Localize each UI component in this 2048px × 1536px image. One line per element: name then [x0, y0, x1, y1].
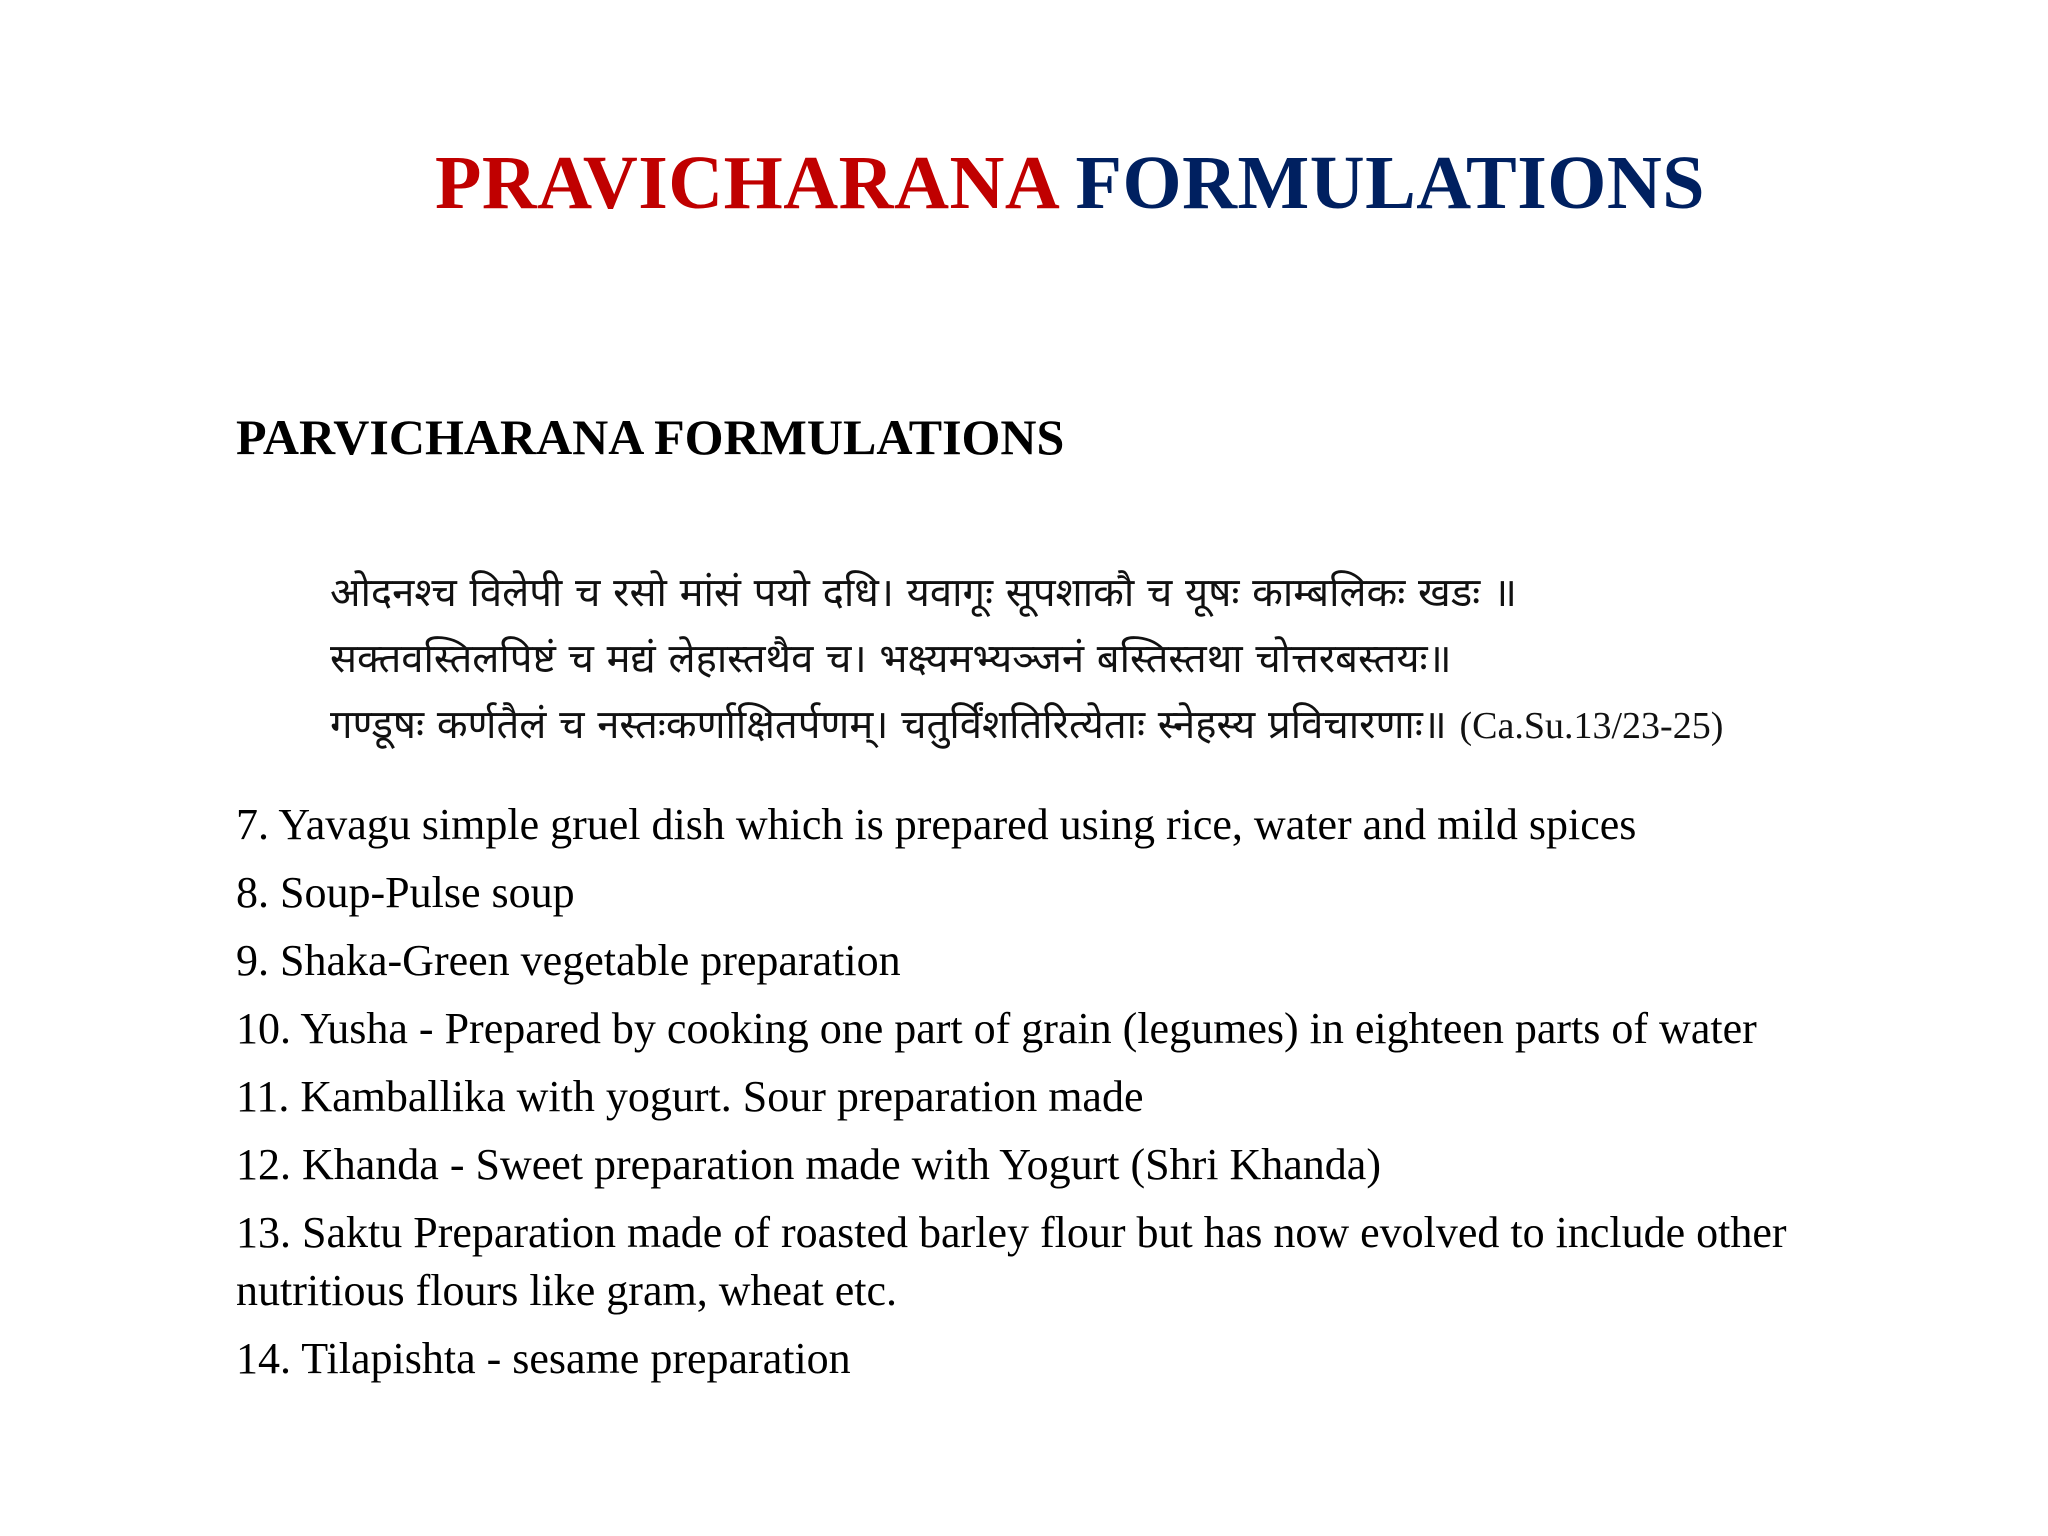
list-item: 14. Tilapishta - sesame preparation — [236, 1334, 851, 1383]
list-item: 13. Saktu Preparation made of roasted barley flour but has now evolved to include other nutritious flours like gram, wheat etc. — [236, 1208, 1787, 1315]
list-item: 12. Khanda - Sweet preparation made with Yogurt (Shri Khanda) — [236, 1140, 1381, 1189]
verse-reference: (Ca.Su.13/23-25) — [1459, 705, 1724, 747]
formulation-list — [236, 796, 1856, 1398]
list-item: 7. Yavagu simple gruel dish which is prepared using rice, water and mild spices — [236, 800, 1637, 849]
title-word-pravicharana: PRAVICHARANA — [434, 141, 1057, 225]
list-item: 10. Yusha - Prepared by cooking one part of grain (legumes) in eighteen parts of water — [236, 1004, 1757, 1053]
verse-line-3 — [330, 692, 1723, 759]
list-item: 11. Kamballika with yogurt. Sour preparation made — [236, 1072, 1144, 1121]
list-item: 8. Soup-Pulse soup — [236, 868, 575, 917]
title-word-formulations: FORMULATIONS — [1075, 141, 1706, 225]
verse-line-2: सक्तवस्तिलपिष्टं च मद्यं लेहास्तथैव च। भक्ष्यमभ्यञ्जनं बस्तिस्तथा चोत्तरबस्तयः॥ — [330, 636, 1452, 682]
slide-title — [0, 141, 2048, 225]
verse-line-1: ओदनश्च विलेपी च रसो मांसं पयो दधि। यवागूः सूपशाकौ च यूषः काम्बलिकः खडः ॥ — [330, 570, 1517, 616]
verse-line-3-text: गण्डूषः कर्णतैलं च नस्तःकर्णाक्षितर्पणम्। चतुर्विंशतिरित्येताः स्नेहस्य प्रविचारणाः॥ — [330, 702, 1447, 748]
sanskrit-verse — [330, 560, 1723, 759]
section-heading: PARVICHARANA FORMULATIONS — [236, 409, 1065, 465]
list-item: 9. Shaka-Green vegetable preparation — [236, 936, 901, 985]
